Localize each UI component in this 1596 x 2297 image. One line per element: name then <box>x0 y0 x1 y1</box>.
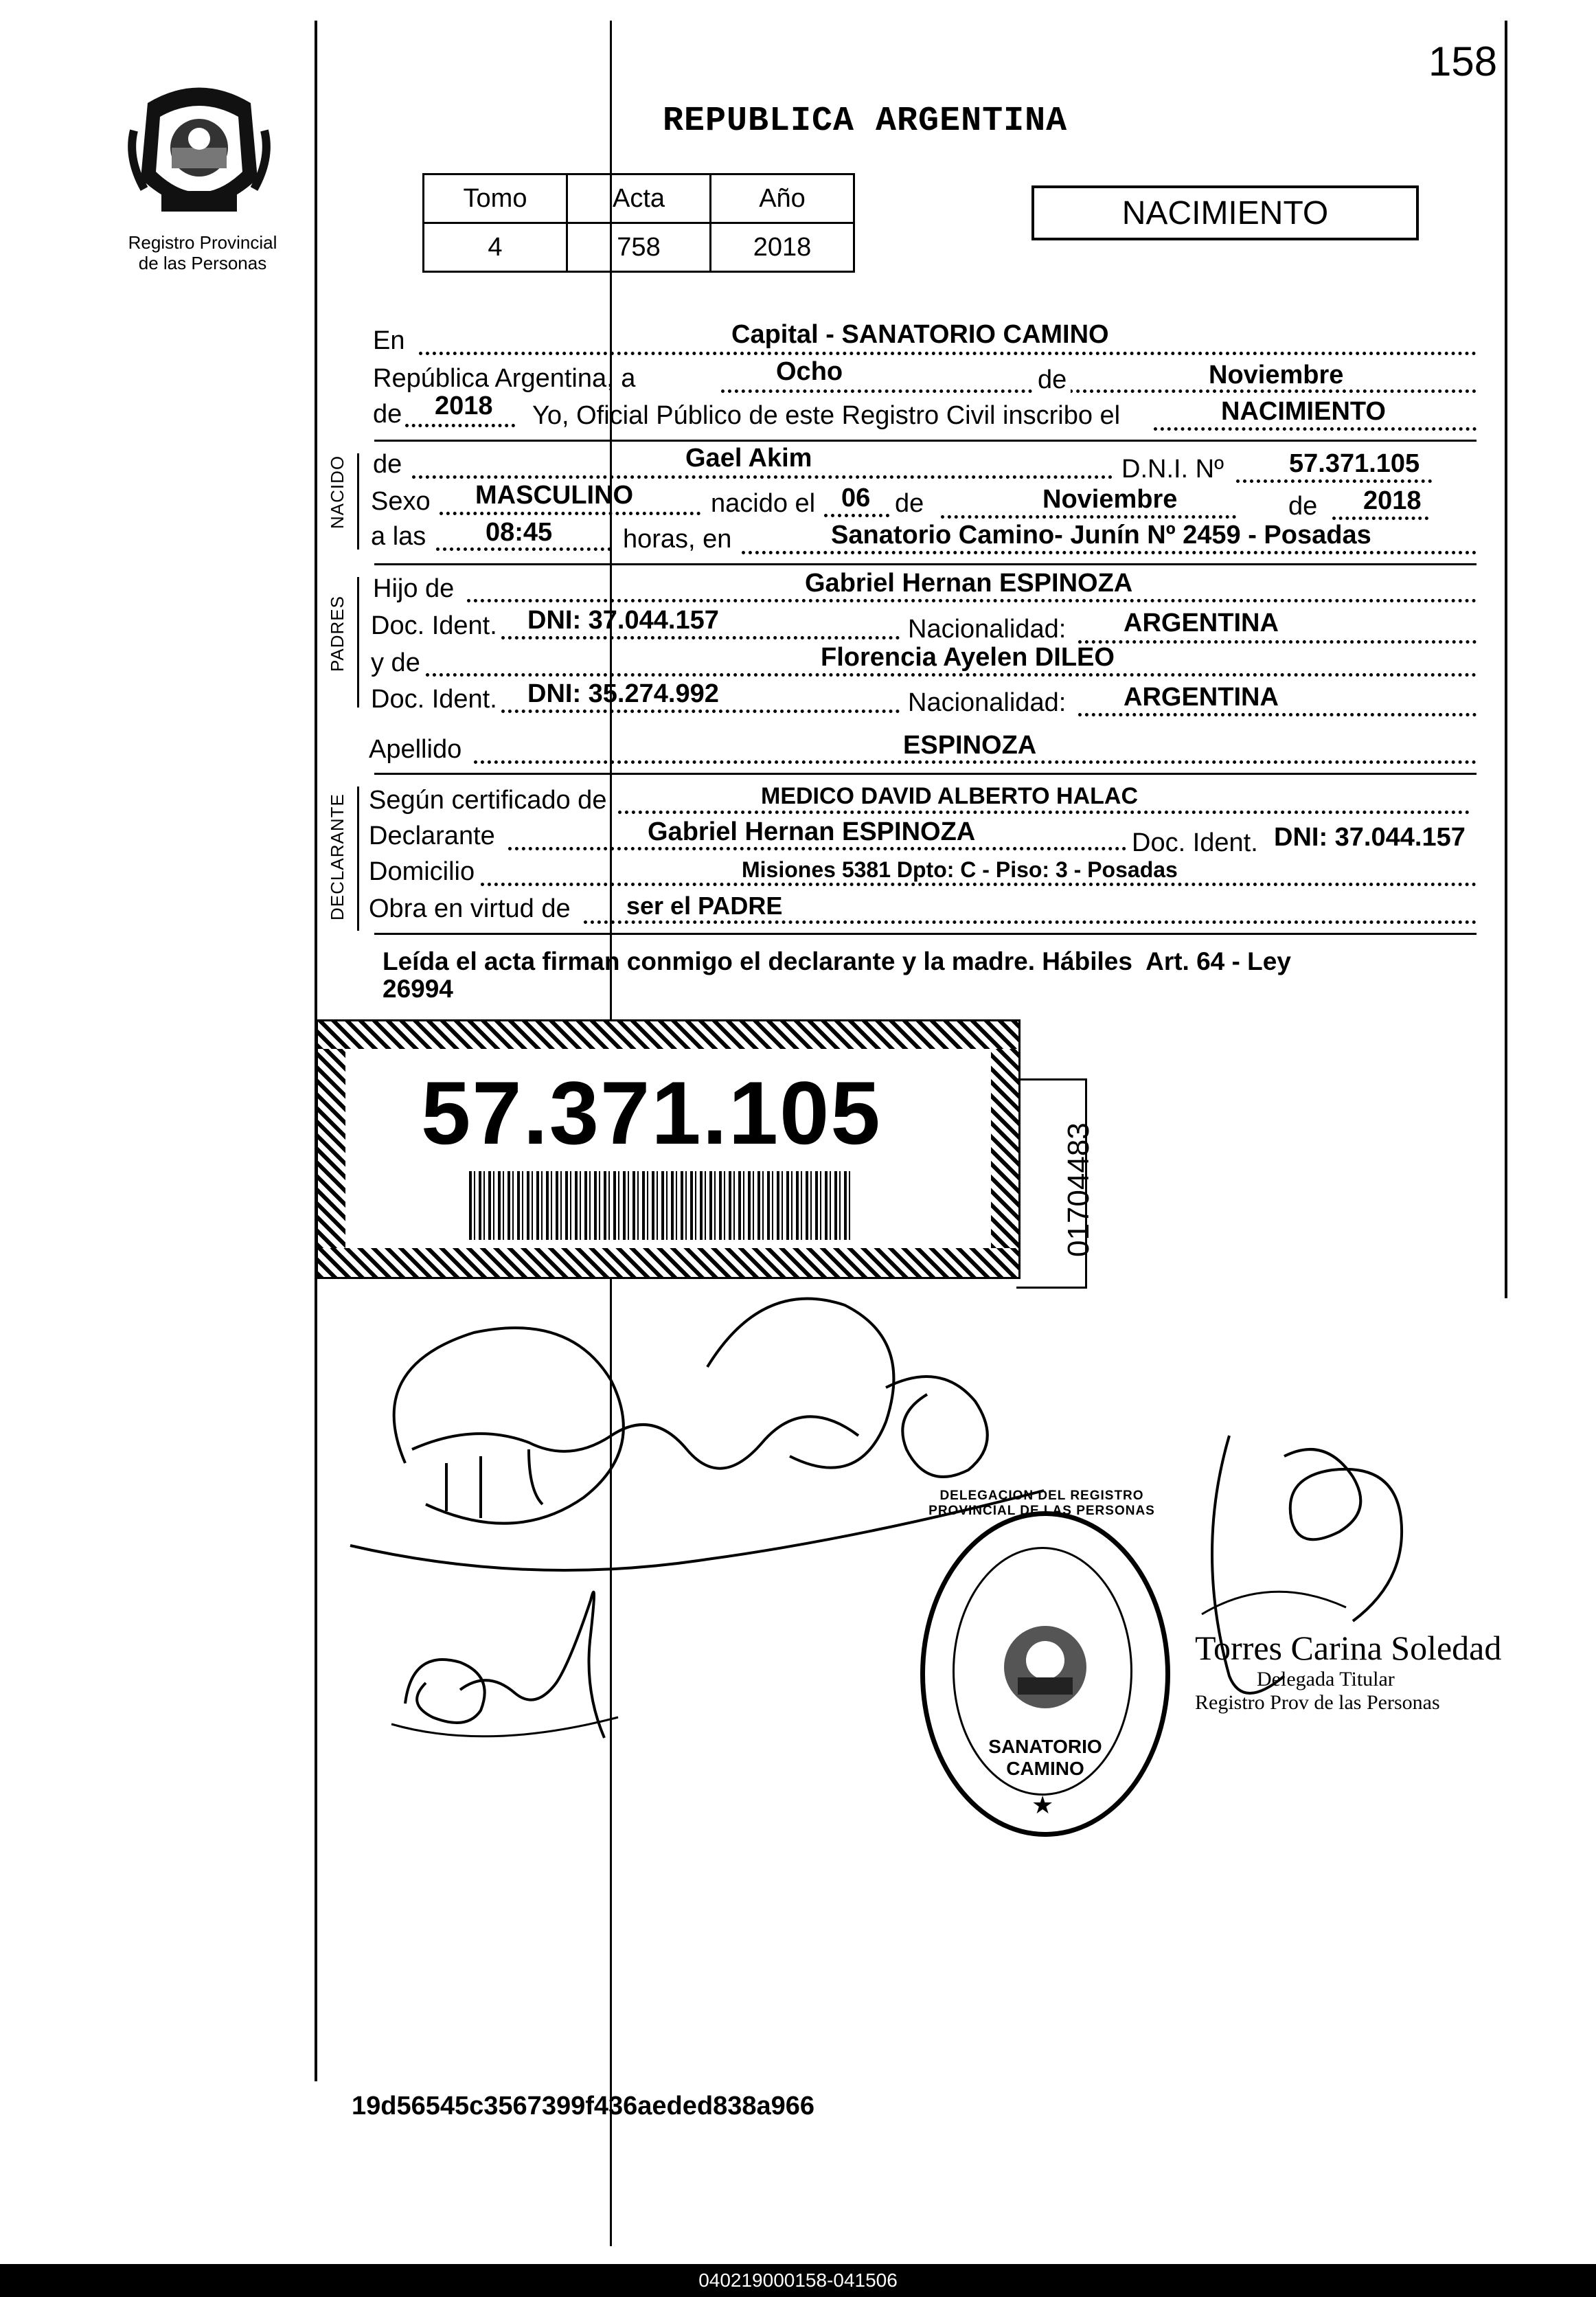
sticker-barcode <box>469 1171 854 1240</box>
register-header-tomo: Tomo <box>424 174 567 223</box>
official-role: Delegada Titular <box>1257 1668 1395 1690</box>
section-rule <box>374 563 1477 565</box>
closing-text <box>383 948 1291 1003</box>
dotted-line <box>742 551 1477 554</box>
dotted-line <box>1332 517 1428 520</box>
label-nacido-el: nacido el <box>711 489 816 518</box>
label-obra-en-virtud: Obra en virtud de <box>369 894 571 923</box>
seal-star-icon: ★ <box>1031 1791 1054 1819</box>
value-anio-nac: 2018 <box>1363 486 1422 515</box>
label-doc-ident-declarante: Doc. Ident. <box>1132 828 1258 857</box>
value-dia-letras: Ocho <box>776 357 843 386</box>
section-nacido: NACIDO <box>327 455 347 529</box>
section-bar <box>357 577 359 708</box>
dotted-line <box>584 920 1477 924</box>
sticker-side-code: 01704483 <box>1062 1122 1095 1257</box>
sticker-number: 57.371.105 <box>421 1063 882 1163</box>
logo-caption-line2: de las Personas <box>138 253 267 273</box>
label-hijo-de: Hijo de <box>373 574 455 603</box>
footer-code: 040219000158-041506 <box>698 2270 898 2291</box>
seal-crest-icon <box>997 1619 1093 1715</box>
value-mes: Noviembre <box>1209 361 1344 389</box>
footer-bar <box>0 2264 1596 2297</box>
section-bar <box>357 453 359 550</box>
value-declarante: Gabriel Hernan ESPINOZA <box>648 817 976 846</box>
register-value-tomo: 4 <box>424 223 567 272</box>
value-madre-doc: DNI: 35.274.992 <box>527 679 719 708</box>
sticker-band-bottom <box>318 1248 1018 1277</box>
value-dni: 57.371.105 <box>1289 449 1420 478</box>
right-margin-rule <box>1505 21 1507 1298</box>
dotted-line <box>721 389 1477 393</box>
dotted-line <box>1236 479 1432 483</box>
dni-sticker <box>316 1019 1021 1279</box>
official-name: Torres Carina Soledad <box>1195 1629 1502 1667</box>
value-certificado: MEDICO DAVID ALBERTO HALAC <box>761 783 1139 809</box>
section-rule <box>374 440 1477 442</box>
label-declarante: Declarante <box>369 822 495 850</box>
section-rule <box>374 773 1477 775</box>
official-seal <box>920 1489 1170 1837</box>
province-crest-icon <box>120 76 278 227</box>
sticker-band-left <box>318 1049 345 1248</box>
value-declarante-doc: DNI: 37.044.157 <box>1274 823 1466 852</box>
label-en: En <box>373 326 405 355</box>
register-table <box>422 173 855 273</box>
label-segun-certificado: Según certificado de <box>369 786 607 815</box>
value-lugar: Capital - SANATORIO CAMINO <box>731 320 1109 349</box>
value-anio: 2018 <box>435 392 493 420</box>
value-apellido: ESPINOZA <box>903 731 1037 760</box>
label-nacionalidad-madre: Nacionalidad: <box>908 688 1067 717</box>
dotted-line <box>481 883 1477 886</box>
value-padre: Gabriel Hernan ESPINOZA <box>805 569 1133 598</box>
dotted-line <box>419 352 1477 355</box>
section-declarante: DECLARANTE <box>327 793 347 920</box>
value-padre-doc: DNI: 37.044.157 <box>527 606 719 635</box>
closing-line1: Leída el acta firman conmigo el declarante y la madre. Hábiles Art. 64 - Ley <box>383 947 1291 975</box>
value-domicilio: Misiones 5381 Dpto: C - Piso: 3 - Posadas <box>742 857 1178 882</box>
dotted-line <box>824 514 889 517</box>
page-number: 158 <box>1428 38 1498 84</box>
label-de-anio: de <box>373 400 402 429</box>
value-nombre: Gael Akim <box>685 444 812 473</box>
section-padres: PADRES <box>327 596 347 672</box>
dotted-line <box>426 673 1477 677</box>
closing-line2: 26994 <box>383 975 453 1003</box>
label-a-las: a las <box>371 522 426 551</box>
sticker-band-top <box>318 1021 1018 1049</box>
label-domicilio: Domicilio <box>369 857 475 886</box>
label-de-mes: de <box>1034 365 1071 395</box>
register-header-anio: Año <box>711 174 854 223</box>
dotted-line <box>1154 427 1477 431</box>
dotted-line <box>436 547 611 551</box>
dotted-line <box>412 475 1113 479</box>
province-logo <box>120 76 278 227</box>
dotted-line <box>501 710 900 713</box>
value-madre: Florencia Ayelen DILEO <box>821 643 1115 672</box>
dotted-line <box>467 599 1477 602</box>
register-value-anio: 2018 <box>711 223 854 272</box>
register-header-acta: Acta <box>567 174 711 223</box>
label-de-dia: de <box>895 489 924 518</box>
label-republica: República Argentina, a <box>373 364 636 393</box>
record-type: NACIMIENTO <box>1121 194 1329 231</box>
value-lugar-nac: Sanatorio Camino- Junín Nº 2459 - Posadas <box>831 521 1371 550</box>
label-de-nombre: de <box>373 450 402 479</box>
sticker-band-right <box>991 1049 1018 1248</box>
logo-caption-line1: Registro Provincial <box>128 232 277 253</box>
dotted-line <box>405 424 515 427</box>
official-org: Registro Prov de las Personas <box>1195 1691 1440 1714</box>
dotted-line <box>1078 713 1477 716</box>
dotted-line <box>508 847 1126 850</box>
value-mes-nac: Noviembre <box>1042 485 1178 514</box>
label-sexo: Sexo <box>371 487 431 516</box>
seal-outer-text: DELEGACION DEL REGISTRO PROVINCIAL DE LAS PERSONAS <box>928 1489 1155 1518</box>
label-dni: D.N.I. Nº <box>1121 455 1224 484</box>
label-doc-ident-padre: Doc. Ident. <box>371 611 497 640</box>
section-bar <box>357 787 359 931</box>
label-apellido: Apellido <box>369 735 462 764</box>
signature-madre-icon <box>385 1580 646 1758</box>
register-value-acta: 758 <box>567 223 711 272</box>
record-type-box <box>1031 185 1419 240</box>
label-nacionalidad-padre: Nacionalidad: <box>908 615 1067 644</box>
logo-caption <box>103 232 302 273</box>
value-madre-nac: ARGENTINA <box>1124 683 1279 712</box>
value-hecho: NACIMIENTO <box>1221 397 1386 426</box>
label-doc-ident-madre: Doc. Ident. <box>371 685 497 714</box>
document-hash: 19d56545c3567399f436aeded838a966 <box>352 2092 815 2120</box>
dotted-line <box>618 811 1470 814</box>
value-obra: ser el PADRE <box>626 892 783 920</box>
section-rule <box>374 933 1477 935</box>
label-y-de: y de <box>371 648 420 677</box>
value-padre-nac: ARGENTINA <box>1124 609 1279 637</box>
dotted-line <box>440 512 700 515</box>
official-stamp <box>1195 1628 1501 1715</box>
value-dia-nac: 06 <box>841 484 871 512</box>
label-de-anio-nac: de <box>1288 492 1318 521</box>
label-yo-oficial: Yo, Oficial Público de este Registro Civil inscribo el <box>532 401 1121 430</box>
document-title: REPUBLICA ARGENTINA <box>663 102 1068 141</box>
label-horas-en: horas, en <box>623 525 732 554</box>
value-hora: 08:45 <box>486 518 553 547</box>
dotted-line <box>474 760 1477 764</box>
seal-inner-text: SANATORIO CAMINO <box>988 1736 1102 1779</box>
dotted-line <box>941 515 1236 519</box>
dotted-line <box>501 636 900 640</box>
value-sexo: MASCULINO <box>475 481 634 510</box>
dotted-line <box>1078 640 1477 644</box>
